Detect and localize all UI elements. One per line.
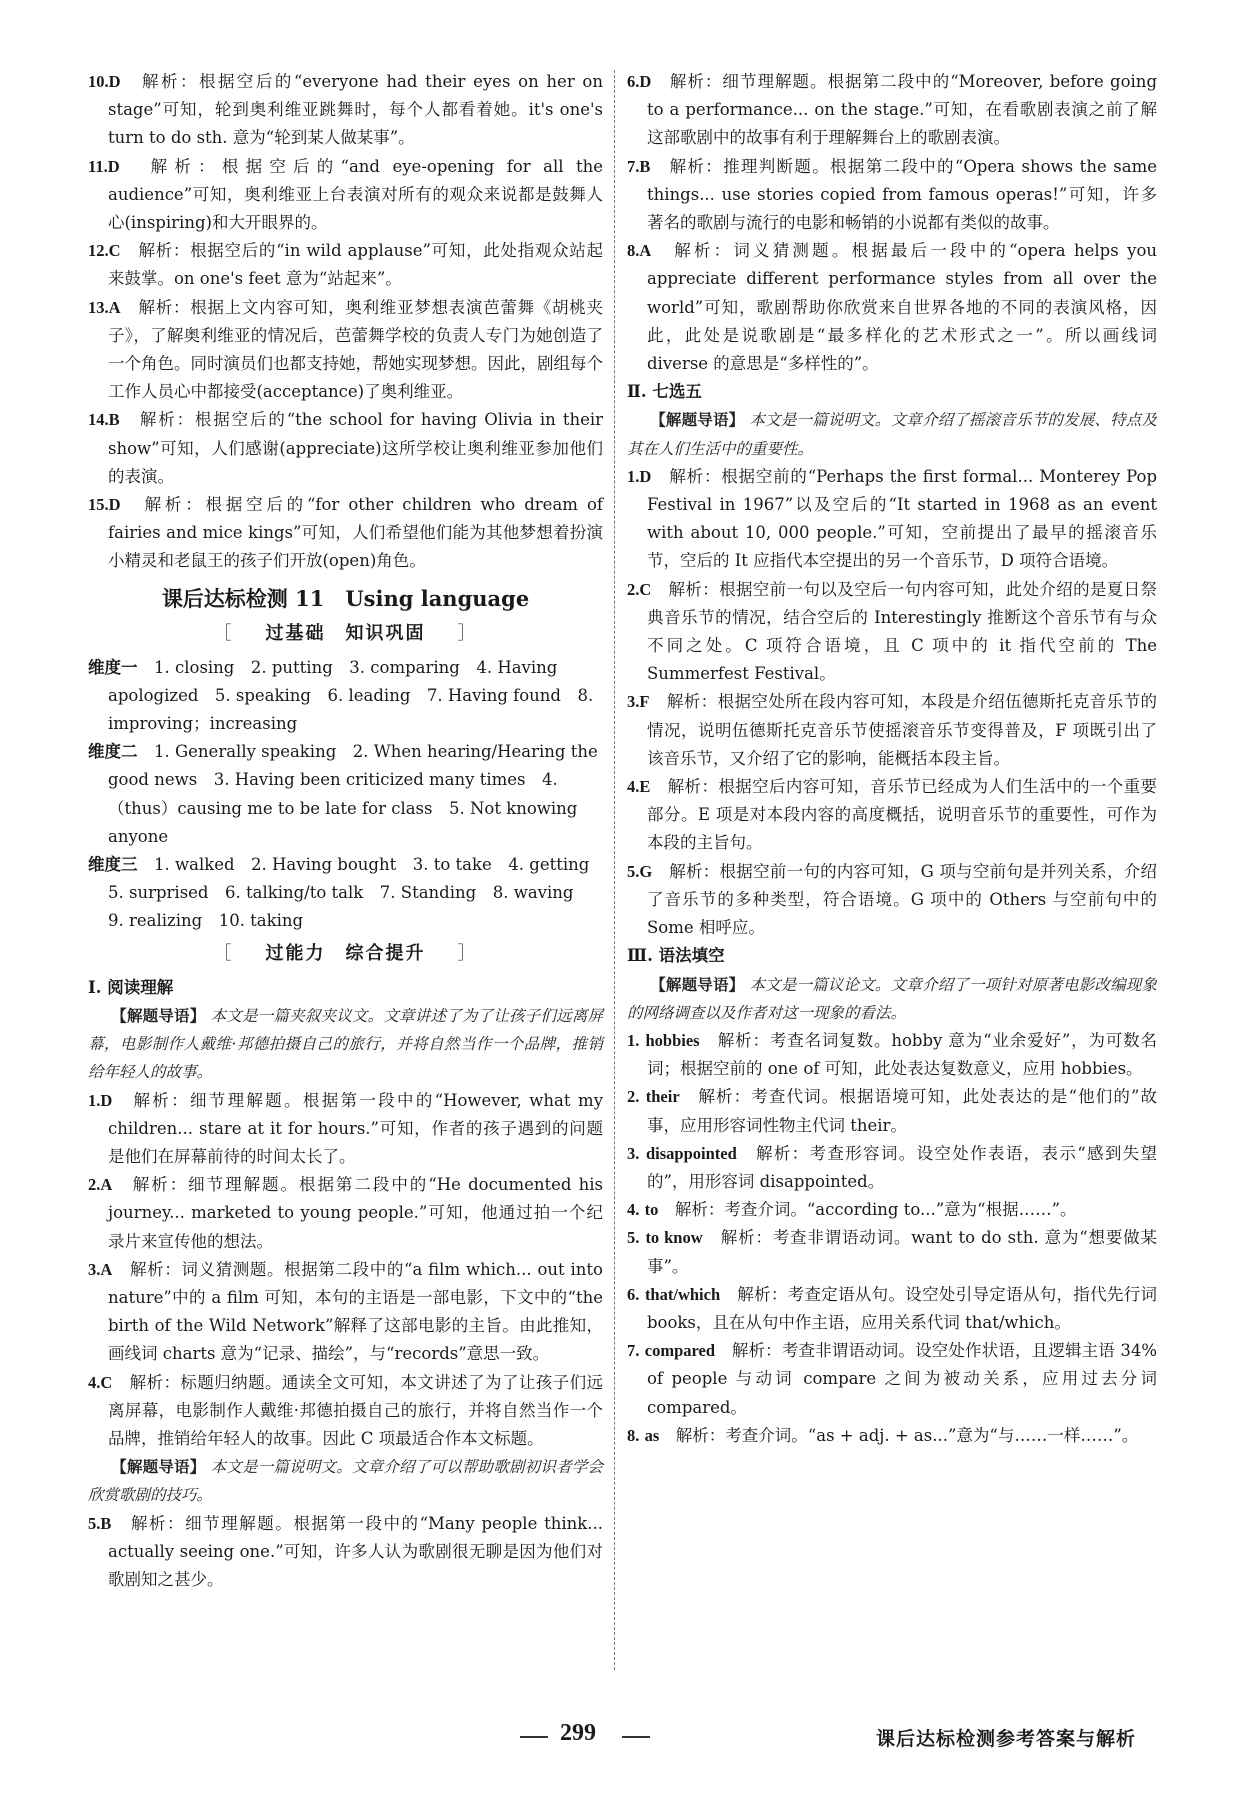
dimension-label: 维度三 — [88, 855, 138, 875]
section-grammar-fill: Ⅲ. 语法填空 — [627, 946, 725, 966]
analysis-text: 细节理解题。根据第一段中的“Many people think... actually seeing one.”可知，许多人认为歌剧很无聊是因为他们对歌剧知之甚少。 — [108, 1513, 604, 1589]
answer-number: 1.D — [88, 1090, 113, 1110]
answer-number: 6.D — [627, 72, 652, 91]
analysis-text: 考查定语从句。设空处引导定语从句，指代先行词 books，且在从句中作主语，应用关系代词 that/which。 — [647, 1284, 1158, 1332]
analysis-text: 考查介词。“according to...”意为“根据……”。 — [724, 1200, 1077, 1220]
analysis-label: 解析： — [669, 466, 722, 486]
guide-rock-festival — [627, 406, 1157, 462]
analysis-label: 解析： — [674, 241, 734, 261]
guide-label: 【解题导语】 — [111, 1457, 206, 1477]
guide-label: 【解题导语】 — [650, 410, 745, 430]
answer-number: 8. — [627, 1425, 640, 1445]
answer-number: 14.B — [88, 410, 120, 430]
analysis-label: 解析： — [669, 72, 723, 91]
answer-number: 4.E — [627, 777, 651, 797]
column-divider — [614, 70, 615, 1670]
page-number: 299 — [560, 1720, 596, 1746]
dimension-answers — [88, 654, 606, 936]
answer-item — [627, 1027, 1157, 1083]
answer-word: compared — [644, 1341, 716, 1361]
analysis-text: 根据空后的“the school for having Olivia in their show”可知，人们感谢(appreciate)这所学校让奥利维亚参加他们的表演。 — [108, 410, 604, 486]
sub-heading-basics-text: 过基础 知识巩固 — [265, 622, 426, 644]
left-answer-list-1 — [88, 68, 603, 576]
analysis-text: 根据空前一句以及空后一句内容可知，此处介绍的是夏日祭典音乐节的情况，结合空后的 Interestingly 推断这个音乐节有与众不同之处。C 项符合语境，且 C 项中的 it 指代空前的 The Summerfest Festival。 — [647, 579, 1158, 684]
analysis-label: 解析： — [720, 1228, 773, 1248]
answer-item — [627, 1196, 1157, 1224]
answer-item — [627, 858, 1157, 943]
answer-item — [88, 1087, 603, 1172]
analysis-text: 根据空前一句的内容可知，G 项与空前句是并列关系，介绍了音乐节的多种类型，符合语境。G 项中的 Others 与空前句中的 Some 相呼应。 — [647, 861, 1158, 938]
analysis-text: 考查名词复数。hobby 意为“业余爱好”，为可数名词；根据空前的 one of 可知，此处表达复数意义，应用 hobbies。 — [647, 1030, 1158, 1079]
answer-item — [627, 576, 1157, 689]
footer-dash-right — [622, 1736, 650, 1738]
right-answer-list-1 — [627, 68, 1157, 378]
answer-number: 2.A — [88, 1175, 113, 1195]
analysis-text: 词义猜测题。根据最后一段中的“opera helps you appreciate different performance styles from all over the world”可知，歌剧帮助你欣赏来自世界各地的不同的表演风格，因此，此处是说歌剧是“最多样化的艺术形式之一”。所以画线词 diverse 的意思是“多样性的”。 — [647, 241, 1158, 374]
answer-number: 6. — [627, 1284, 640, 1304]
answer-number: 13.A — [88, 297, 121, 317]
answer-item — [627, 237, 1157, 378]
analysis-text: 根据空后的“and eye-opening for all the audience”可知，奥利维亚上台表演对所有的观众来说都是鼓舞人心(inspiring)和大开眼界的。 — [108, 156, 604, 233]
dimension-answers-text: 1. walked 2. Having bought 3. to take 4. getting 5. surprised 6. talking/to talk 7. Standing 8. waving 9. realizing 10. taking — [108, 855, 606, 931]
answer-number: 5.B — [88, 1513, 112, 1533]
dimension-label: 维度一 — [88, 657, 138, 677]
answer-number: 2. — [627, 1087, 640, 1107]
analysis-label: 解析： — [142, 72, 199, 91]
analysis-label: 解析： — [130, 1513, 186, 1533]
answer-word: disappointed — [645, 1143, 737, 1163]
analysis-label: 解析： — [138, 297, 191, 317]
answer-item — [88, 1171, 603, 1256]
analysis-text: 根据空后内容可知，音乐节已经成为人们生活中的一个重要部分。E 项是对本段内容的高度概括，说明音乐节的重要性，可作为本段的主旨句。 — [647, 777, 1158, 853]
section-reading: Ⅰ. 阅读理解 — [88, 977, 174, 997]
analysis-label: 解析： — [138, 241, 191, 261]
answer-word: to — [644, 1200, 659, 1220]
analysis-label: 解析： — [698, 1087, 752, 1107]
sub-heading-ability: ［ 过能力 综合提升 ］ — [213, 942, 478, 964]
answer-word: their — [645, 1087, 680, 1107]
guide-text: 本文是一篇说明文。文章介绍了摇滚音乐节的发展、特点及其在人们生活中的重要性。 — [627, 411, 1157, 458]
analysis-label: 解析： — [150, 156, 222, 176]
analysis-label: 解析： — [737, 1284, 788, 1304]
analysis-label: 解析： — [669, 861, 720, 881]
analysis-label: 解析： — [674, 1200, 725, 1220]
answer-item — [627, 773, 1157, 858]
analysis-text: 细节理解题。根据第一段中的“However, what my children... stare at it for hours.”可知，作者的孩子遇到的问题是他们在屏幕前待的时间太长了。 — [108, 1090, 604, 1166]
page-footer — [0, 1720, 1250, 1760]
answer-number: 15.D — [88, 495, 121, 515]
analysis-label: 解析： — [132, 1175, 189, 1195]
footer-title: 课后达标检测参考答案与解析 — [876, 1728, 1137, 1750]
left-answer-list-2 — [88, 1087, 603, 1454]
analysis-text: 根据空后的“in wild applause”可知，此处指观众站起来鼓掌。on one's feet 意为“站起来”。 — [108, 241, 604, 289]
answer-item — [88, 68, 603, 153]
sub-heading-basics: ［ 过基础 知识巩固 ］ — [213, 622, 478, 644]
right-answer-list-2 — [627, 463, 1157, 942]
answer-item — [88, 491, 603, 576]
footer-dash-left — [520, 1736, 548, 1738]
answer-number: 5. — [627, 1228, 640, 1248]
answer-item — [627, 1224, 1157, 1280]
analysis-text: 推理判断题。根据第二段中的“Opera shows the same things... use stories copied from famous operas!”可知，许多著名的歌剧与流行的电影和畅销的小说都有类似的故事。 — [647, 156, 1158, 233]
answer-number: 2.C — [627, 579, 652, 599]
answer-number: 3. — [627, 1143, 640, 1163]
right-column — [627, 68, 1157, 1450]
answer-number: 1.D — [627, 466, 652, 486]
guide-grammar — [627, 971, 1157, 1027]
answer-number: 7. — [627, 1341, 640, 1361]
dimension-answers-text: 1. Generally speaking 2. When hearing/Hearing the good news 3. Having been criticized many times 4.（thus）causing me to be late for class 5. Not knowing anyone — [108, 742, 598, 846]
answer-item — [627, 1281, 1157, 1337]
analysis-label: 解析： — [668, 579, 720, 599]
answer-number: 12.C — [88, 241, 121, 261]
left-answer-list-3 — [88, 1510, 603, 1595]
dimension-label: 维度二 — [88, 742, 138, 762]
guide-label: 【解题导语】 — [111, 1005, 206, 1025]
answer-word: to know — [645, 1228, 703, 1248]
analysis-text: 考查代词。根据语境可知，此处表达的是“他们的”故事，应用形容词性物主代词 their。 — [647, 1087, 1158, 1135]
analysis-label: 解析： — [139, 410, 195, 430]
analysis-label: 解析： — [129, 1372, 181, 1392]
answer-number: 10.D — [88, 72, 121, 91]
analysis-text: 考查非谓语动词。设空处作状语，且逻辑主语 34% of people 与动词 compare 之间为被动关系，应用过去分词 compared。 — [647, 1341, 1158, 1417]
answer-item — [627, 1422, 1157, 1450]
analysis-label: 解析： — [130, 1259, 182, 1279]
analysis-label: 解析： — [669, 156, 724, 176]
left-column — [88, 68, 606, 1594]
answer-word: hobbies — [645, 1030, 700, 1050]
analysis-text: 根据空后的“everyone had their eyes on her on stage”可知，轮到奥利维亚跳舞时，每个人都看着她。it's one's turn to do sth. 意为“轮到某人做某事”。 — [108, 72, 603, 148]
answer-item — [627, 1083, 1157, 1139]
analysis-text: 考查介词。“as + adj. + as...”意为“与……一样……”。 — [725, 1425, 1139, 1445]
dimension-answers-text: 1. closing 2. putting 3. comparing 4. Having apologized 5. speaking 6. leading 7. Having found 8. improving；increasing — [108, 657, 594, 734]
answer-item — [88, 237, 603, 293]
answer-number: 3.A — [88, 1259, 113, 1279]
answer-item — [88, 406, 603, 491]
dimension-row — [88, 654, 603, 739]
answer-number: 11.D — [88, 156, 120, 176]
analysis-text: 根据空处所在段内容可知，本段是介绍伍德斯托克音乐节的情况，说明伍德斯托克音乐节使摇滚音乐节变得普及，F 项既引出了该音乐节，又介绍了它的影响，能概括本段主旨。 — [647, 692, 1158, 768]
answer-item — [627, 68, 1157, 153]
answer-item — [627, 153, 1157, 238]
analysis-label: 解析： — [144, 495, 206, 515]
dimension-row — [88, 851, 606, 936]
answer-number: 4.C — [88, 1372, 113, 1392]
analysis-text: 标题归纳题。通读全文可知，本文讲述了为了让孩子们远离屏幕，电影制作人戴维·邦德拍摄自己的旅行，并将自然当作一个品牌，推销给年轻人的故事。因此 C 项最适合作本文标题。 — [108, 1372, 604, 1448]
analysis-text: 根据空前的“Perhaps the first formal... Monterey Pop Festival in 1967”以及空后的“It started in 1968 as an event with about 10, 000 people.”可知，空前提出了最早的摇滚音乐节，空后的 It 应指代本空提出的另一个音乐节，D 项符合语境。 — [647, 466, 1158, 571]
right-answer-list-3 — [627, 1027, 1157, 1450]
analysis-text: 词义猜测题。根据第二段中的“a film which... out into nature”中的 a film 可知，本句的主语是一部电影，下文中的“the birth of the Wild Network”解释了这部电影的主旨。由此推知，画线词 charts 意为“记录、描绘”，与“records”意思一致。 — [108, 1259, 603, 1364]
analysis-label: 解析： — [133, 1090, 190, 1110]
guide-text: 本文是一篇议论文。文章介绍了一项针对原著电影改编现象的网络调查以及作者对这一现象的看法。 — [627, 975, 1157, 1022]
answer-number: 3.F — [627, 692, 650, 712]
analysis-text: 根据上文内容可知，奥利维亚梦想表演芭蕾舞《胡桃夹子》，了解奥利维亚的情况后，芭蕾舞学校的负责人专门为她创造了一个角色。同时演员们也都支持她，帮她实现梦想。因此，剧组每个工作人员心中都接受(acceptance)了奥利维亚。 — [108, 297, 604, 402]
analysis-text: 细节理解题。根据第二段中的“Moreover, before going to a performance... on the stage.”可知，在看歌剧表演之前了解这部歌剧中的故事有利于理解舞台上的歌剧表演。 — [647, 72, 1158, 148]
analysis-label: 解析： — [667, 777, 719, 797]
answer-item — [88, 294, 603, 407]
analysis-label: 解析： — [755, 1143, 810, 1163]
sub-heading-ability-text: 过能力 综合提升 — [265, 942, 426, 964]
answer-word: as — [644, 1425, 660, 1445]
answer-number: 4. — [627, 1200, 640, 1220]
answer-item — [627, 1140, 1157, 1196]
analysis-label: 解析： — [731, 1341, 782, 1361]
answer-number: 1. — [627, 1030, 640, 1050]
answer-item — [88, 1256, 603, 1369]
analysis-label: 解析： — [675, 1425, 726, 1445]
answer-item — [88, 1510, 603, 1595]
answer-number: 8.A — [627, 241, 652, 261]
answer-number: 7.B — [627, 156, 651, 176]
answer-item — [627, 463, 1157, 576]
guide-text: 本文是一篇说明文。文章介绍了可以帮助歌剧初识者学会欣赏歌剧的技巧。 — [88, 1458, 603, 1505]
dimension-row — [88, 738, 603, 851]
analysis-label: 解析： — [666, 692, 718, 712]
answer-item — [627, 1337, 1157, 1422]
section-seven-choose-five: Ⅱ. 七选五 — [627, 382, 702, 402]
guide-text: 本文是一篇夹叙夹议文。文章讲述了为了让孩子们远离屏幕，电影制作人戴维·邦德拍摄自己的旅行，并将自然当作一个品牌，推销给年轻人的故事。 — [88, 1006, 603, 1082]
answer-item — [88, 1369, 603, 1454]
answer-item — [627, 688, 1157, 773]
answer-item — [88, 153, 603, 238]
guide-reading — [88, 1002, 603, 1087]
guide-opera — [88, 1453, 603, 1509]
analysis-text: 根据空后的“for other children who dream of fairies and mice kings”可知，人们希望他们能为其他梦想着扮演小精灵和老鼠王的孩子们开放(open)角色。 — [108, 495, 604, 571]
analysis-text: 考查形容词。设空处作表语，表示“感到失望的”，用形容词 disappointed。 — [647, 1143, 1158, 1191]
guide-label: 【解题导语】 — [650, 974, 745, 994]
analysis-text: 考查非谓语动词。want to do sth. 意为“想要做某事”。 — [647, 1228, 1157, 1276]
lesson-heading: 课后达标检测 11 Using language — [161, 585, 530, 611]
analysis-text: 细节理解题。根据第二段中的“He documented his journey... marketed to young people.”可知，他通过拍一个纪录片来宣传他的想法。 — [108, 1175, 604, 1251]
analysis-label: 解析： — [717, 1030, 770, 1050]
answer-word: that/which — [644, 1284, 721, 1304]
answer-number: 5.G — [627, 861, 653, 881]
